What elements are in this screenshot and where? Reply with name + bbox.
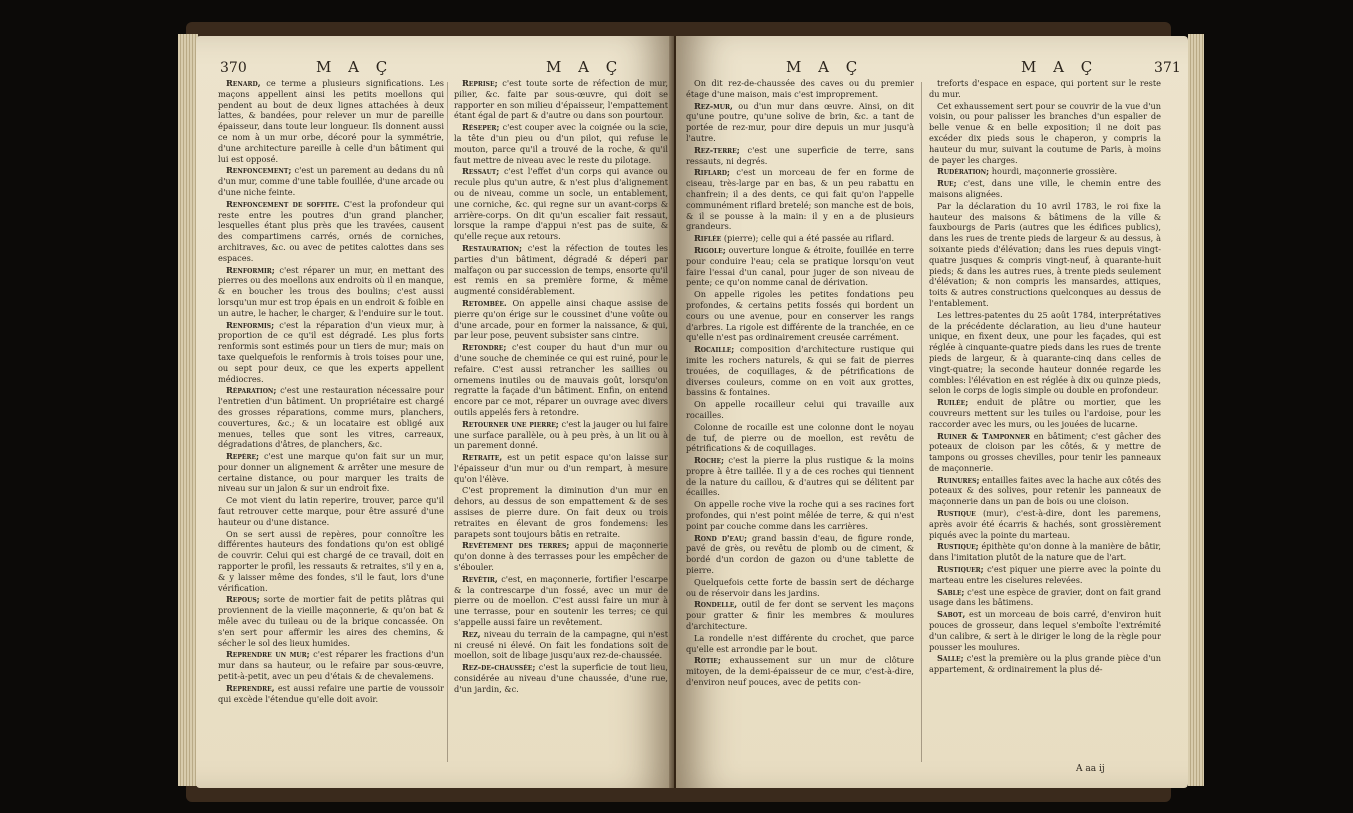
dictionary-entry bbox=[929, 201, 1161, 309]
page-edges-left bbox=[178, 34, 198, 786]
dictionary-entry bbox=[218, 594, 444, 648]
entry-headword: Revêtir, bbox=[462, 573, 498, 584]
entry-headword: Renfoncement de soffite. bbox=[226, 198, 340, 209]
entry-text: ouverture longue & étroite, fouillée en terre pour conduire l'eau; cela se pratique lorsqu'on veut faire l'essai d'un canal, pour juger de son niveau de pente; ce qu'on nomme canal de dérivation. bbox=[686, 244, 914, 288]
left-column-rule bbox=[447, 82, 448, 762]
entry-headword: Rudération; bbox=[937, 166, 990, 177]
dictionary-entry bbox=[686, 399, 914, 421]
entry-headword: Rocaille; bbox=[694, 344, 735, 355]
entry-text: c'est toute sorte de réfection de mur, pilier, &c. faite par sous-œuvre, qui doit se rapporter en son milieu d'épaisseur, l'empattement étant égal de part & d'autre ou dans son pourtour. bbox=[454, 78, 668, 121]
signature-mark: A aa ij bbox=[1076, 764, 1105, 774]
entry-headword: Retombée. bbox=[462, 297, 507, 308]
entry-headword: Revêtement des terres; bbox=[462, 540, 570, 551]
dictionary-entry bbox=[454, 298, 668, 341]
left-head-word-1: M A Ç bbox=[316, 58, 394, 76]
entry-headword: Reprendre un mur; bbox=[226, 649, 310, 660]
entry-text: C'est proprement la diminution d'un mur en dehors, au dessus de son empattement & de ses assises de pierre dure. On fait deux ou trois retraites en élevant de gros fondemens: les parapets sont toujours bâtis en retraite. bbox=[454, 485, 668, 539]
entry-text: grand bassin d'eau, de figure ronde, pavé de grès, ou revêtu de plomb ou de ciment, & bordé d'un cordon de gazon ou d'une tablette de pierre. bbox=[686, 532, 914, 576]
entry-text: c'est la réparation d'un vieux mur, à proportion de ce qu'il est dégradé. Les plus forts renformis sont estimés pour un tiers de mur; mais on taxe quelquefois le renformis à trois toises pour une, ou sept pour deux, ce que les experts appellent médiocres. bbox=[218, 319, 444, 384]
entry-text: c'est réparer un mur, en mettant des pierres ou des moellons aux endroits où il en manque, & en boucher les trous des boulins; c'est aussi lorsqu'un mur est trop épais en un endroit & foible en un autre, le hacher, le charger, & l'enduire sur le tout. bbox=[218, 264, 444, 318]
dictionary-entry bbox=[218, 529, 444, 594]
entry-headword: Sable; bbox=[937, 586, 965, 597]
dictionary-entry bbox=[686, 655, 914, 687]
entry-text: On appelle rigoles les petites fondations peu profondes, & certains petits fossés qui bordent un cours ou une avenue, pour en conserver les rangs d'arbres. La rigole est différente de la tranchée, en ce qu'elle n'est pas ordinairement creusée carrément. bbox=[686, 289, 914, 343]
entry-text: enduit de plâtre ou mortier, que les couvreurs mettent sur les tuiles ou l'ardoise, pour les raccorder avec les murs, ou les jouées de lucarne. bbox=[929, 397, 1161, 429]
dictionary-entry bbox=[929, 166, 1161, 177]
dictionary-entry bbox=[218, 320, 444, 385]
entry-text: On dit rez-de-chaussée des caves ou du premier étage d'une maison, mais c'est improprement. bbox=[686, 78, 914, 99]
entry-headword: Rez, bbox=[462, 628, 481, 639]
entry-headword: Retondre; bbox=[462, 342, 507, 353]
entry-text: composition d'architecture rustique qui imite les rochers naturels, & qui se fait de pierres trouées, de coquillages, & de pétrifications de diverses couleurs, comme on en voit aux grottes, bassins & fontaines. bbox=[686, 344, 914, 398]
dictionary-entry bbox=[218, 385, 444, 450]
entry-text: entailles faites avec la hache aux côtés des poteaux & des solives, pour retenir les panneaux de maçonnerie dans un pan de bois ou une cloison. bbox=[929, 474, 1161, 507]
entry-headword: Rotie; bbox=[694, 655, 721, 666]
entry-text: Par la déclaration du 10 avril 1783, le roi fixe la hauteur des maisons & bâtimens de la ville & fauxbourgs de Paris (autres que les édifices publics), dans les rues de trente pieds de largeur & au dessus, à soixante pieds d'élévation; dans les rues depuis vingt-quatre jusques & compris vingt-neuf, à quarante-huit pieds; & dans les autres rues, à trente pieds seulement d'élévation; & non compris les mansardes, attiques, toits & autres constructions quelconques au dessus de l'entablement. bbox=[929, 200, 1161, 308]
right-column-1 bbox=[686, 78, 914, 768]
entry-text: appui de maçonnerie qu'on donne à des terrasses pour les empêcher de s'ébouler. bbox=[454, 540, 668, 573]
dictionary-entry bbox=[454, 574, 668, 628]
entry-headword: Retraite, bbox=[462, 452, 503, 463]
dictionary-entry bbox=[686, 78, 914, 100]
entry-text: c'est un morceau de fer en forme de ciseau, très-large par en bas, & un peu rabattu en chanfrein; il a des dents, ce qui fait qu'on l'appelle communément riflard bretelé; son manche est de bois, & il se pousse à la main: il y en a de plusieurs grandeurs. bbox=[686, 167, 914, 232]
dictionary-entry bbox=[454, 662, 668, 694]
left-column-1 bbox=[218, 78, 444, 768]
entry-text: c'est, en maçonnerie, fortifier l'escarpe & la contrescarpe d'un fossé, avec un mur de pierre ou de moellon. C'est aussi faire un mur à une terrasse, pour en soutenir les terres; ce qui s'appelle aussi faire un revêtement. bbox=[454, 573, 668, 628]
entry-headword: Salle; bbox=[937, 653, 964, 664]
dictionary-entry bbox=[218, 649, 444, 681]
entry-text: outil de fer dont se servent les maçons pour gratter & finir les membres & moulures d'architecture. bbox=[686, 599, 914, 632]
entry-text: c'est la jauger ou lui faire une surface parallèle, ou à peu près, à un lit ou à un parement donné. bbox=[454, 418, 668, 451]
entry-text: Quelquefois cette forte de bassin sert de décharge ou de réservoir dans les jardins. bbox=[686, 576, 914, 598]
dictionary-entry bbox=[218, 451, 444, 494]
entry-headword: Rez-mur, bbox=[694, 100, 733, 111]
entry-headword: Restauration; bbox=[462, 242, 523, 253]
entry-headword: Rez-terre; bbox=[694, 144, 740, 155]
dictionary-entry bbox=[929, 564, 1161, 586]
dictionary-entry bbox=[929, 653, 1161, 675]
dictionary-entry bbox=[686, 455, 914, 498]
entry-text: hourdi, maçonnerie grossière. bbox=[991, 166, 1118, 177]
entry-text: c'est, dans une ville, le chemin entre des maisons alignées. bbox=[929, 178, 1161, 199]
dictionary-entry bbox=[686, 422, 914, 454]
dictionary-entry bbox=[454, 629, 668, 661]
entry-text: Ce mot vient du latin reperire, trouver, parce qu'il faut retrouver cette marque, pour être assuré d'une hauteur ou d'une distance. bbox=[218, 495, 444, 527]
right-column-2 bbox=[929, 78, 1161, 758]
dictionary-entry bbox=[454, 540, 668, 572]
entry-headword: Renformis; bbox=[226, 319, 275, 330]
dictionary-entry bbox=[929, 397, 1161, 429]
entry-text: c'est la réfection de toutes les parties d'un bâtiment, dégradé & déperi par malfaçon ou par succession de temps, ensorte qu'il est remis en sa première forme, & même augmenté considérablement. bbox=[454, 242, 668, 297]
entry-text: treforts d'espace en espace, qui portent sur le reste du mur. bbox=[929, 78, 1161, 99]
entry-text: c'est une espèce de gravier, dont on fait grand usage dans les bâtimens. bbox=[929, 586, 1161, 608]
dictionary-entry bbox=[454, 485, 668, 539]
right-page-number: 371 bbox=[1154, 60, 1181, 76]
entry-text: c'est la pierre la plus rustique & la moins propre à être taillée. Il y a de ces roches qui tiennent de la nature du caillou, & d'autres qui se délitent par écailles. bbox=[686, 455, 914, 498]
entry-text: c'est couper avec la coignée ou la scie, la tête d'un pieu ou d'un pilot, qui refuse le mouton, parce qu'il a trouvé de la roche, & qu'il faut mettre de niveau avec le reste du pilotage. bbox=[454, 122, 668, 165]
left-column-2 bbox=[454, 78, 668, 768]
dictionary-entry bbox=[686, 167, 914, 232]
entry-headword: Reprendre, bbox=[226, 682, 275, 693]
dictionary-entry bbox=[686, 289, 914, 343]
dictionary-entry bbox=[686, 633, 914, 655]
dictionary-entry bbox=[454, 452, 668, 484]
entry-text: c'est la superficie de tout lieu, considérée au niveau d'une chaussée, d'une rue, d'un jardin, &c. bbox=[454, 662, 668, 694]
entry-headword: Rustique bbox=[937, 508, 976, 519]
entry-headword: Renfoncement; bbox=[226, 165, 292, 176]
entry-headword: Riflard; bbox=[694, 167, 730, 178]
right-page bbox=[676, 36, 1188, 788]
entry-headword: Rondelle, bbox=[694, 599, 738, 610]
dictionary-entry bbox=[929, 431, 1161, 474]
entry-headword: Rond d'eau; bbox=[694, 532, 748, 543]
dictionary-entry bbox=[686, 233, 914, 244]
entry-text: est un petit espace qu'on laisse sur l'épaisseur d'un mur ou d'un rempart, à mesure qu'on l'élève. bbox=[454, 452, 668, 484]
entry-headword: Ruilée; bbox=[937, 397, 969, 408]
entry-text: ce terme a plusieurs significations. Les maçons appellent ainsi les petits moellons qui pendent au bout de deux lignes attachées à deux lattes, & bandées, pour relever un mur de pareille épaisseur, dans toute leur longueur. Ils donnent aussi ce nom à un mur orbe, décoré pour la symmétrie, d'une architecture pareille à celle d'un bâtiment qui lui est opposé. bbox=[218, 78, 444, 164]
entry-text: c'est réparer les fractions d'un mur dans sa hauteur, ou le refaire par sous-œuvre, petit-à-petit, avec un peu d'étais & de chevalemens. bbox=[218, 649, 444, 682]
dictionary-entry bbox=[218, 495, 444, 527]
entry-text: est un morceau de bois carré, d'environ huit pouces de grosseur, dans lequel s'emboîte l'extrémité d'un calibre, & sert à le diriger le long de la règle pour pousser les moulures. bbox=[929, 609, 1161, 652]
entry-text: est aussi refaire une partie de voussoir qui excède l'étendue qu'elle doit avoir. bbox=[218, 682, 444, 704]
entry-text: c'est un parement au dedans du nû d'un mur, comme d'une table fouillée, d'une arcade ou d'une niche feinte. bbox=[218, 165, 444, 197]
entry-text: On se sert aussi de repères, pour connoître les différentes hauteurs des fondations qu'on est obligé de couvrir. Celui qui est chargé de ce travail, doit en rapporter le profil, les ressauts & retraites, s'il y en a, & y laisser même des fondes, s'il le faut, lors d'une vérification. bbox=[218, 528, 444, 593]
entry-text: épithète qu'on donne à la manière de bâtir, dans l'imitation plutôt de la nature que de l'art. bbox=[929, 541, 1161, 563]
entry-text: c'est la première ou la plus grande pièce d'un appartement, & ordinairement la plus dé- bbox=[929, 653, 1161, 675]
entry-headword: Renformir; bbox=[226, 264, 275, 275]
entry-headword: Retourner une pierre; bbox=[462, 418, 559, 429]
page-edges-right bbox=[1188, 34, 1204, 786]
dictionary-entry bbox=[929, 101, 1161, 166]
entry-headword: Rez-de-chaussée; bbox=[462, 662, 536, 673]
dictionary-entry bbox=[686, 145, 914, 167]
entry-headword: Réseper; bbox=[462, 122, 500, 133]
entry-headword: Rigole; bbox=[694, 244, 726, 255]
dictionary-entry bbox=[218, 265, 444, 319]
dictionary-entry bbox=[454, 122, 668, 165]
entry-text: On appelle roche vive la roche qui a ses racines fort profondes, qui n'est point mêlée de terre, & qui n'est point par couche comme dans les carrières. bbox=[686, 499, 914, 531]
entry-text: Cet exhaussement sert pour se couvrir de la vue d'un voisin, ou pour palisser les branches d'un espalier de belle venue & en belle exposition; il ne doit pas excéder dix pieds sous le chaperon, y compris la hauteur du mur, suivant la coutume de Paris, à moins de payer les charges. bbox=[929, 100, 1161, 165]
entry-headword: Repous; bbox=[226, 594, 260, 605]
dictionary-entry bbox=[454, 78, 668, 121]
dictionary-entry bbox=[929, 541, 1161, 563]
entry-headword: Ressaut; bbox=[462, 166, 500, 177]
left-page-number: 370 bbox=[220, 60, 247, 76]
entry-text: niveau du terrain de la campagne, qui n'est ni creusé ni élevé. On fait les fondations soit de moellon, soit de libage jusqu'aux rez-de-chaussée. bbox=[454, 628, 668, 661]
entry-text: c'est une superficie de terre, sans ressauts, ni degrés. bbox=[686, 144, 914, 166]
entry-text: Colonne de rocaille est une colonne dont le noyau de tuf, de pierre ou de moellon, est revêtu de pétrifications & de coquillages. bbox=[686, 421, 914, 454]
entry-text: exhaussement sur un mur de clôture mitoyen, de la demi-épaisseur de ce mur, c'est-à-dire, d'environ neuf pouces, avec de petits con- bbox=[686, 655, 914, 688]
entry-headword: Ruiner & Tamponner bbox=[937, 430, 1030, 441]
entry-text: On appelle ainsi chaque assise de pierre qu'on érige sur le coussinet d'une voûte ou d'une arcade, pour en former la naissance, & qui, par leur pose, peuvent subsister sans cintre. bbox=[454, 297, 668, 341]
entry-text: c'est une restauration nécessaire pour l'entretien d'un bâtiment. Un propriétaire est chargé des grosses réparations, comme murs, planchers, couvertures, &c.; & un locataire est obligé aux menues, telles que sont les vitres, carreaux, dégradations d'âtres, de planchers, &c. bbox=[218, 385, 444, 450]
entry-headword: Reprise; bbox=[462, 78, 498, 88]
dictionary-entry bbox=[686, 344, 914, 398]
entry-headword: Sabot, bbox=[937, 609, 966, 620]
entry-text: C'est la profondeur qui reste entre les poutres d'un grand plancher, lesquelles étant plus près que les travées, causent des compartimens carrés, ornés de corniches, architraves, &c. ou avec de petites calottes dans ses espaces. bbox=[218, 198, 444, 263]
dictionary-entry bbox=[686, 101, 914, 144]
dictionary-entry bbox=[686, 577, 914, 599]
entry-headword: Rustique; bbox=[937, 541, 979, 552]
entry-text: sorte de mortier fait de petits plâtras qui proviennent de la vieille maçonnerie, & qu'on bat & mêle avec du tuileau ou de la brique concassée. On s'en sert pour affermir les aires des chemins, & sécher le sol des lieux humides. bbox=[218, 594, 444, 648]
dictionary-entry bbox=[929, 508, 1161, 540]
dictionary-entry bbox=[929, 475, 1161, 507]
dictionary-entry bbox=[686, 599, 914, 631]
entry-headword: Rustiquer; bbox=[937, 564, 984, 575]
right-head-word-1: M A Ç bbox=[786, 58, 864, 76]
left-page bbox=[196, 36, 674, 788]
dictionary-entry bbox=[454, 342, 668, 418]
entry-headword: Ruinures; bbox=[937, 474, 980, 485]
entry-headword: Riflée bbox=[694, 233, 722, 244]
right-column-rule bbox=[921, 82, 922, 762]
dictionary-entry bbox=[218, 683, 444, 705]
entry-text: Les lettres-patentes du 25 août 1784, interprétatives de la précédente déclaration, au lieu d'une hauteur unique, en fixent deux, une pour les façades, qui est réglée à cinquante-quatre pieds dans les rues de trente pieds de largeur, & à quarante-cinq dans celles de vingt-quatre; la seconde hauteur donnée regarde les combles: l'élévation en est réglée à dix ou quinze pieds, selon le corps de logis simple ou double en profondeur. bbox=[929, 309, 1161, 396]
entry-text: (mur), c'est-à-dire, dont les paremens, après avoir été écarris & hachés, sont grossièrement piqués avec la pointe du marteau. bbox=[929, 508, 1161, 540]
entry-headword: Rue; bbox=[937, 178, 957, 189]
dictionary-entry bbox=[686, 499, 914, 531]
entry-headword: Repère; bbox=[226, 451, 260, 462]
entry-text: en bâtiment; c'est gâcher des poteaux de cloison par les côtés, & y mettre de tampons ou grosses chevilles, pour tenir les panneaux de maçonnerie. bbox=[929, 430, 1161, 473]
dictionary-entry bbox=[454, 419, 668, 451]
entry-text: (pierre); celle qui a été passée au riflard. bbox=[723, 233, 895, 244]
dictionary-entry bbox=[929, 609, 1161, 652]
entry-headword: Roche; bbox=[694, 455, 725, 466]
left-head-word-2: M A Ç bbox=[546, 58, 624, 76]
entry-text: c'est une marque qu'on fait sur un mur, pour donner un alignement & arrêter une mesure de certaine distance, ou pour marquer les traits de niveau sur un jalon & sur un endroit fixe. bbox=[218, 451, 444, 494]
entry-text: c'est couper du haut d'un mur ou d'une souche de cheminée ce qui est ruiné, pour le refaire. C'est aussi retrancher les saillies ou ornemens inutiles ou de mauvais goût, lorsqu'on regratte la façade d'un bâtiment. Enfin, on entend encore par ce mot, réparer un ouvrage avec divers outils appelés fers à retondre. bbox=[454, 342, 668, 417]
dictionary-entry bbox=[686, 245, 914, 288]
dictionary-entry bbox=[454, 166, 668, 242]
dictionary-entry bbox=[218, 78, 444, 164]
entry-headword: Renard, bbox=[226, 78, 261, 88]
entry-text: c'est piquer une pierre avec la pointe du marteau entre les ciselures relevées. bbox=[929, 564, 1161, 585]
dictionary-entry bbox=[929, 78, 1161, 100]
dictionary-entry bbox=[218, 165, 444, 197]
entry-text: On appelle rocailleur celui qui travaille aux rocailles. bbox=[686, 399, 914, 420]
dictionary-entry bbox=[218, 199, 444, 264]
entry-text: ou d'un mur dans œuvre. Ainsi, on dit qu'une poutre, qu'une solive de brin, &c. a tant de portée de rez-mur, pour dire depuis un mur jusqu'à l'autre. bbox=[686, 100, 914, 143]
dictionary-entry bbox=[929, 587, 1161, 609]
dictionary-entry bbox=[929, 178, 1161, 200]
entry-text: La rondelle n'est différente du crochet, que parce qu'elle est arrondie par le bout. bbox=[686, 632, 914, 654]
dictionary-entry bbox=[686, 533, 914, 576]
right-head-word-2: M A Ç bbox=[1021, 58, 1099, 76]
entry-headword: Réparation; bbox=[226, 385, 277, 396]
entry-text: c'est l'effet d'un corps qui avance ou recule plus qu'un autre, & n'est plus d'alignement ou de niveau, comme un socle, un entablement, une corniche, &c. qui regne sur un avant-corps & arrière-corps. On dit qu'un escalier fait ressaut, lorsque la rampe d'appui n'est pas de suite, & qu'elle reçue aux retours. bbox=[454, 166, 668, 242]
dictionary-entry bbox=[929, 310, 1161, 396]
dictionary-entry bbox=[454, 243, 668, 297]
